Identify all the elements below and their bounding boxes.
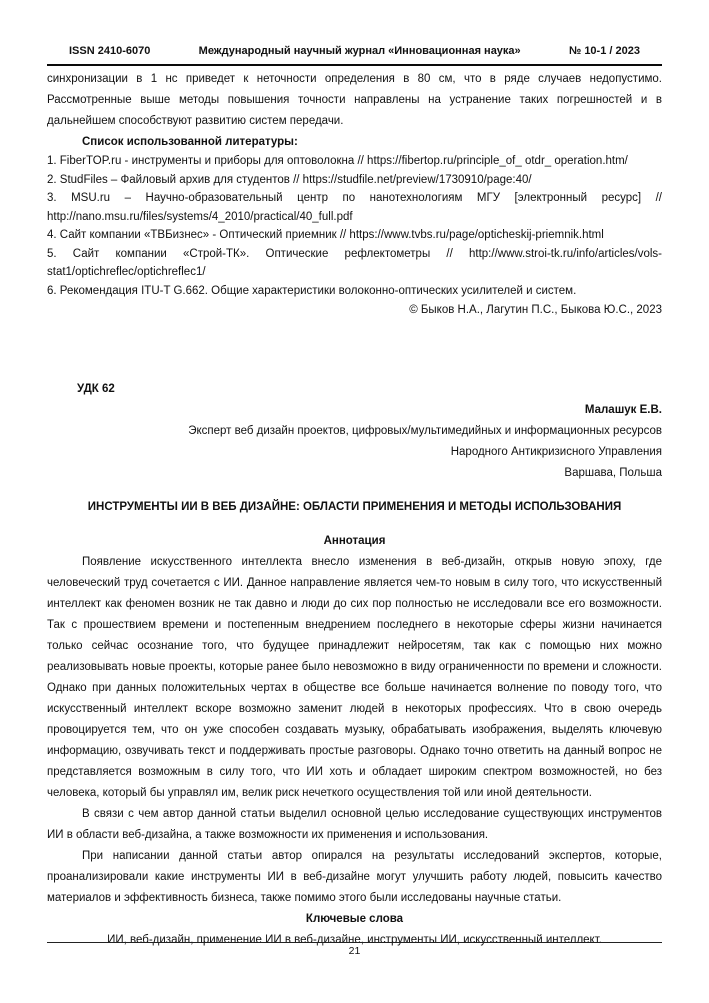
abstract-heading: Аннотация <box>323 535 386 547</box>
article-title: ИНСТРУМЕНТЫ ИИ В ВЕБ ДИЗАЙНЕ: ОБЛАСТИ ПРИМЕНЕНИЯ И МЕТОДЫ ИСПОЛЬЗОВАНИЯ <box>87 501 622 513</box>
reference-item-6: 6. Рекомендация ITU-T G.662. Общие характеристики волоконно-оптических усилителей и систем. <box>47 284 577 297</box>
udc-code: УДК 62 <box>77 383 115 395</box>
reference-item-2: 2. StudFiles – Файловый архив для студентов // https://studfile.net/preview/1730910/page:40/ <box>47 173 532 186</box>
author-name: Малашук Е.В. <box>584 404 662 416</box>
keywords-line: ИИ, веб-дизайн, применение ИИ в веб-дизайне, инструменты ИИ, искусственный интеллект. <box>107 934 602 946</box>
page-footer <box>47 942 662 957</box>
page-content <box>47 66 662 951</box>
header-issue-number: № 10-1 / 2023 <box>569 45 640 57</box>
abstract-paragraph-2: В связи с чем автор данной статьи выделил основной целью исследование существующих инструментов ИИ в области веб-дизайна, а также возможности их применения и использования. <box>47 808 662 841</box>
copyright-line: © Быков Н.А., Лагутин П.С., Быкова Ю.С., 2023 <box>409 304 662 316</box>
reference-item-3: 3. MSU.ru – Научно-образовательный центр по нанотехнологиям МГУ [электронный ресурс] // http://nano.msu.ru/files/systems/4_2010/practical/40_full.pdf <box>47 192 662 223</box>
running-head <box>47 0 662 66</box>
reference-item-5: 5. Сайт компании «Строй-ТК». Оптические рефлектометры // http://www.stroi-tk.ru/info/articles/vols-stat1/optichreflec/optichreflec1/ <box>47 247 662 278</box>
author-affiliation-line-3: Варшава, Польша <box>564 467 662 479</box>
reference-item-4: 4. Сайт компании «ТВБизнес» - Оптический приемник // https://www.tvbs.ru/page/opticheskij-priemnik.html <box>47 229 604 241</box>
author-affiliation-line-1: Эксперт веб дизайн проектов, цифровых/мультимедийных и информационных ресурсов <box>188 425 662 437</box>
references-heading: Список использованной литературы: <box>82 136 298 148</box>
header-issn: ISSN 2410-6070 <box>69 45 151 57</box>
reference-item-1: 1. FiberTOP.ru - инструменты и приборы для оптоволокна // https://fibertop.ru/principle_of_ otdr_ operation.htm/ <box>47 155 628 167</box>
keywords-heading: Ключевые слова <box>305 913 404 925</box>
page-number: 21 <box>348 945 361 957</box>
abstract-paragraph-3: При написании данной статьи автор опирался на результаты исследований экспертов, которые, проанализировали какие инструменты ИИ в веб-дизайне могут улучшить работу людей, повысить качество материалов и эффективность бизнеса, также помимо этого были исследованы научные статьи. <box>47 850 662 904</box>
header-journal-title: Международный научный журнал «Инновационная наука» <box>198 45 521 57</box>
author-affiliation-line-2: Народного Антикризисного Управления <box>450 446 662 458</box>
abstract-paragraph-1: Появление искусственного интеллекта внесло изменения в веб-дизайн, открыв новую эпоху, где человеческий труд сочетается с ИИ. Данное направление является чем-то новым в силу того, что искусственный интеллект как феномен возник не так давно и люди до сих пор полностью не исследовали все его возможности. Так с прошествием времени и постепенным внедрением последнего в некоторые сферы жизни начинается только сейчас осознание того, что будущее принадлежит нейросетям, так как с помощью них можно реализовывать новые проекты, которые ранее было невозможно в виду ограниченности по времени и сложности. Однако при данных положительных чертах в обществе все больше начинается волнение по поводу того, что искусственный интеллект вскоре возможно заменит людей в некоторых профессиях. Что в свою очередь провоцируется тем, что он уже способен создавать музыку, обрабатывать изображения, выделять ключевую информацию, озвучивать текст и поддерживать простые разговоры. Однако точно ответить на данный вопрос не представляется возможным в силу того, что ИИ хоть и обладает широким спектром возможностей, но без человека, который бы управлял им, велик риск нечеткого осуществления той или иной деятельности. <box>47 556 662 799</box>
previous-article-closing-paragraph: синхронизации в 1 нс приведет к неточности определения в 80 см, что в ряде случаев недопустимо. Рассмотренные выше методы повышения точности направлены на устранение таких погрешностей и в дальнейшем способствуют развитию систем передачи. <box>47 73 662 127</box>
